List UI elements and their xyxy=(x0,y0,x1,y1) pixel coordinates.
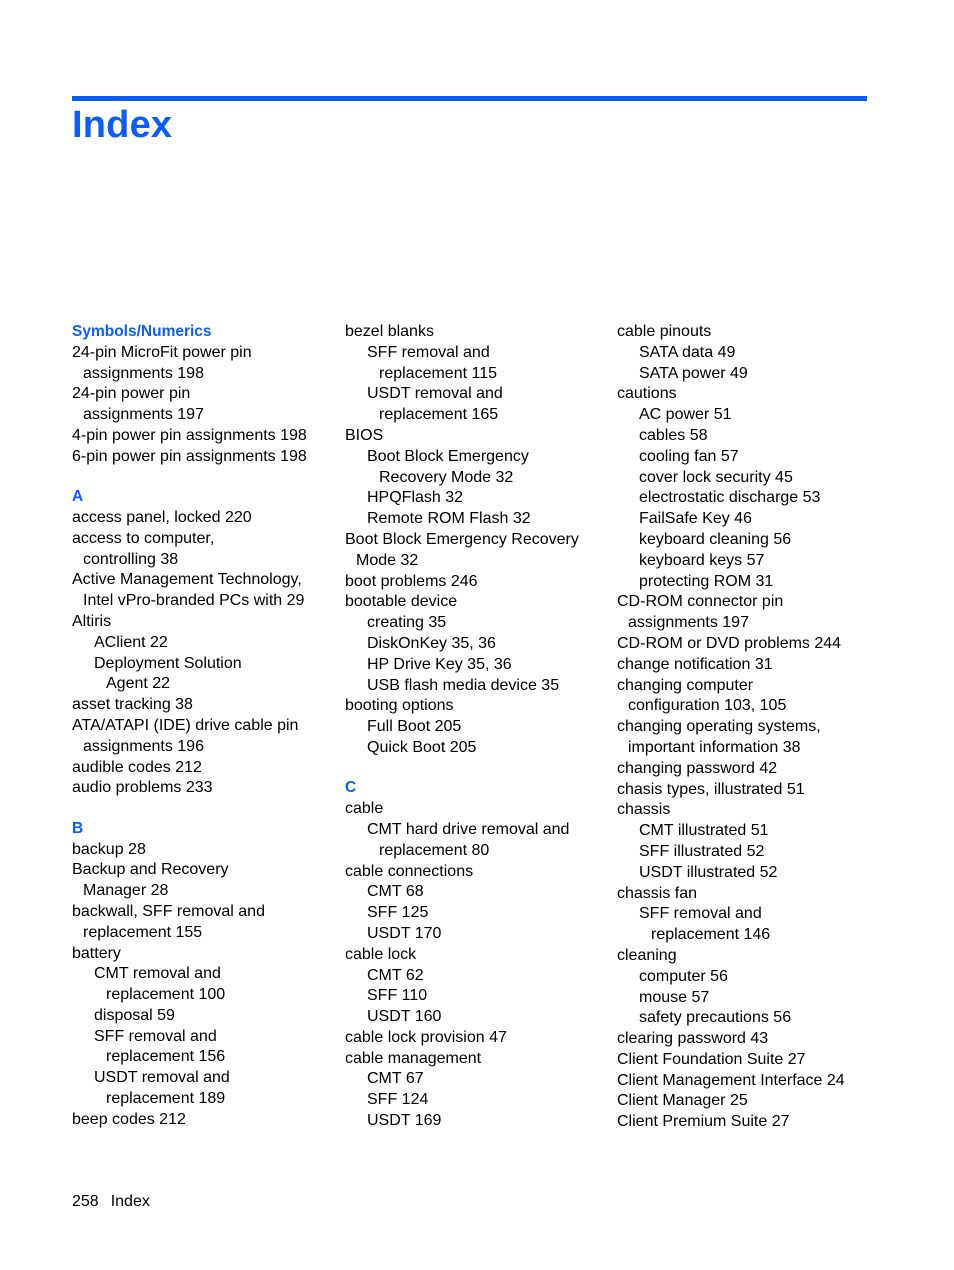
index-subentry: Recovery Mode 32 xyxy=(379,468,514,486)
index-entry: clearing password 43 xyxy=(617,1030,769,1048)
index-subentry: USDT 169 xyxy=(367,1112,442,1130)
index-subentry: HP Drive Key 35, 36 xyxy=(367,655,512,673)
index-subentry: SATA data 49 xyxy=(639,343,736,361)
page-number: 258 xyxy=(72,1193,99,1210)
index-subentry: configuration 103, 105 xyxy=(628,697,787,715)
index-subentry: SFF removal and xyxy=(639,905,762,923)
index-subentry: SATA power 49 xyxy=(639,364,748,382)
index-entry: backwall, SFF removal and xyxy=(72,902,265,920)
index-subentry: Mode 32 xyxy=(356,551,419,569)
index-entry: Backup and Recovery xyxy=(72,861,229,879)
index-subentry: assignments 196 xyxy=(83,737,204,755)
index-entry: changing operating systems, xyxy=(617,718,821,736)
index-subentry: USDT removal and xyxy=(94,1069,230,1087)
index-entry: bezel blanks xyxy=(345,323,434,340)
page-footer xyxy=(72,1192,150,1212)
index-entry: ATA/ATAPI (IDE) drive cable pin xyxy=(72,716,299,734)
index-entry: 6-pin power pin assignments 198 xyxy=(72,447,307,465)
index-subentry: SFF 110 xyxy=(367,987,428,1005)
index-subentry: SFF removal and xyxy=(367,343,490,361)
index-subentry: Full Boot 205 xyxy=(367,718,462,736)
index-subentry: assignments 198 xyxy=(83,364,204,382)
index-subentry: cover lock security 45 xyxy=(639,468,793,486)
index-entry: access to computer, xyxy=(72,529,215,547)
index-subentry: SFF removal and xyxy=(94,1027,217,1045)
index-subentry: protecting ROM 31 xyxy=(639,572,774,590)
index-entry: Client Foundation Suite 27 xyxy=(617,1050,806,1068)
index-entry: CD-ROM connector pin xyxy=(617,593,784,611)
index-entry: cable xyxy=(345,800,384,818)
index-section-heading: B xyxy=(72,819,84,837)
index-subentry: replacement 115 xyxy=(379,364,497,382)
index-entry: booting options xyxy=(345,697,454,715)
index-subentry: Remote ROM Flash 32 xyxy=(367,510,531,528)
index-entry: CD-ROM or DVD problems 244 xyxy=(617,634,842,652)
index-subentry: CMT 67 xyxy=(367,1070,424,1088)
page-title: Index xyxy=(72,104,173,146)
index-subentry: SFF 125 xyxy=(367,904,429,922)
index-subentry: Deployment Solution xyxy=(94,654,242,672)
index-subentry: keyboard cleaning 56 xyxy=(639,530,792,548)
index-subentry: replacement 155 xyxy=(83,923,203,941)
index-subentry: cooling fan 57 xyxy=(639,447,739,465)
index-entry: chasis types, illustrated 51 xyxy=(617,780,805,798)
section-gap xyxy=(345,759,613,779)
index-subentry: AClient 22 xyxy=(94,633,168,651)
index-subentry: CMT illustrated 51 xyxy=(639,822,769,840)
index-entry: cleaning xyxy=(617,946,677,964)
index-column-2 xyxy=(345,322,613,1132)
index-entry: change notification 31 xyxy=(617,655,773,673)
index-entry: battery xyxy=(72,944,121,962)
index-entry: 24-pin power pin xyxy=(72,385,191,403)
index-entry: changing password 42 xyxy=(617,759,778,777)
index-section-heading: Symbols/Numerics xyxy=(72,323,212,340)
index-entry: cautions xyxy=(617,385,677,403)
index-subentry: Manager 28 xyxy=(83,882,169,900)
index-entry: BIOS xyxy=(345,426,384,444)
index-entry: asset tracking 38 xyxy=(72,696,193,714)
index-subentry: Agent 22 xyxy=(106,675,171,693)
index-entry: Client Premium Suite 27 xyxy=(617,1113,790,1131)
index-entry: Client Management Interface 24 xyxy=(617,1071,845,1089)
index-subentry: Quick Boot 205 xyxy=(367,738,477,756)
index-subentry: Intel vPro-branded PCs with 29 xyxy=(83,592,305,610)
index-subentry: SFF illustrated 52 xyxy=(639,842,765,860)
section-gap xyxy=(72,799,340,819)
footer-section-label: Index xyxy=(110,1193,150,1210)
index-subentry: DiskOnKey 35, 36 xyxy=(367,634,496,652)
index-section-heading: C xyxy=(345,779,357,797)
index-entry: access panel, locked 220 xyxy=(72,508,252,526)
index-entry: cable lock xyxy=(345,945,417,963)
index-subentry: important information 38 xyxy=(628,738,801,756)
index-subentry: USDT 170 xyxy=(367,924,442,942)
index-subentry: replacement 100 xyxy=(106,986,226,1004)
index-subentry: creating 35 xyxy=(367,614,447,632)
index-entry: cable management xyxy=(345,1049,482,1067)
index-subentry: keyboard keys 57 xyxy=(639,551,765,569)
index-subentry: electrostatic discharge 53 xyxy=(639,489,821,507)
index-entry: 4-pin power pin assignments 198 xyxy=(72,426,307,444)
index-subentry: mouse 57 xyxy=(639,988,710,1006)
index-subentry: USDT removal and xyxy=(367,385,503,403)
index-subentry: FailSafe Key 46 xyxy=(639,510,752,528)
index-entry: chassis xyxy=(617,801,671,819)
index-section-heading: A xyxy=(72,488,84,506)
index-subentry: AC power 51 xyxy=(639,406,732,424)
index-entry: bootable device xyxy=(345,593,458,611)
index-subentry: USDT illustrated 52 xyxy=(639,863,778,881)
index-subentry: replacement 80 xyxy=(379,841,490,859)
index-entry: cable connections xyxy=(345,862,474,880)
index-entry: 24-pin MicroFit power pin xyxy=(72,343,252,361)
index-subentry: Boot Block Emergency xyxy=(367,447,529,465)
index-subentry: USDT 160 xyxy=(367,1008,442,1026)
index-entry: boot problems 246 xyxy=(345,572,478,590)
index-subentry: CMT hard drive removal and xyxy=(367,820,570,838)
index-subentry: replacement 156 xyxy=(106,1048,226,1066)
index-subentry: assignments 197 xyxy=(628,614,749,632)
index-subentry: CMT removal and xyxy=(94,965,221,983)
index-subentry: safety precautions 56 xyxy=(639,1009,792,1027)
index-subentry: replacement 189 xyxy=(106,1090,226,1108)
index-entry: audible codes 212 xyxy=(72,758,202,776)
index-entry: cable lock provision 47 xyxy=(345,1028,507,1046)
index-column-3 xyxy=(617,322,885,1133)
index-subentry: replacement 165 xyxy=(379,406,499,424)
index-subentry: cables 58 xyxy=(639,426,708,444)
index-entry: Altiris xyxy=(72,612,112,630)
title-rule xyxy=(72,96,867,101)
section-gap xyxy=(72,468,340,488)
index-subentry: HPQFlash 32 xyxy=(367,489,464,507)
index-entry: audio problems 233 xyxy=(72,779,213,797)
index-subentry: CMT 62 xyxy=(367,966,424,984)
index-entry: beep codes 212 xyxy=(72,1110,186,1128)
index-subentry: SFF 124 xyxy=(367,1091,429,1109)
index-subentry: controlling 38 xyxy=(83,550,179,568)
index-subentry: replacement 146 xyxy=(651,926,771,944)
index-subentry: USB flash media device 35 xyxy=(367,676,560,694)
index-entry: chassis fan xyxy=(617,884,698,902)
index-subentry: computer 56 xyxy=(639,967,728,985)
index-entry: Boot Block Emergency Recovery xyxy=(345,530,579,548)
index-column-1 xyxy=(72,322,340,1131)
index-entry: Active Management Technology, xyxy=(72,571,302,589)
index-entry: Client Manager 25 xyxy=(617,1092,748,1110)
index-subentry: assignments 197 xyxy=(83,406,204,424)
index-subentry: CMT 68 xyxy=(367,883,424,901)
index-entry: cable pinouts xyxy=(617,323,712,340)
index-entry: changing computer xyxy=(617,676,754,694)
index-subentry: disposal 59 xyxy=(94,1006,175,1024)
index-entry: backup 28 xyxy=(72,840,146,858)
